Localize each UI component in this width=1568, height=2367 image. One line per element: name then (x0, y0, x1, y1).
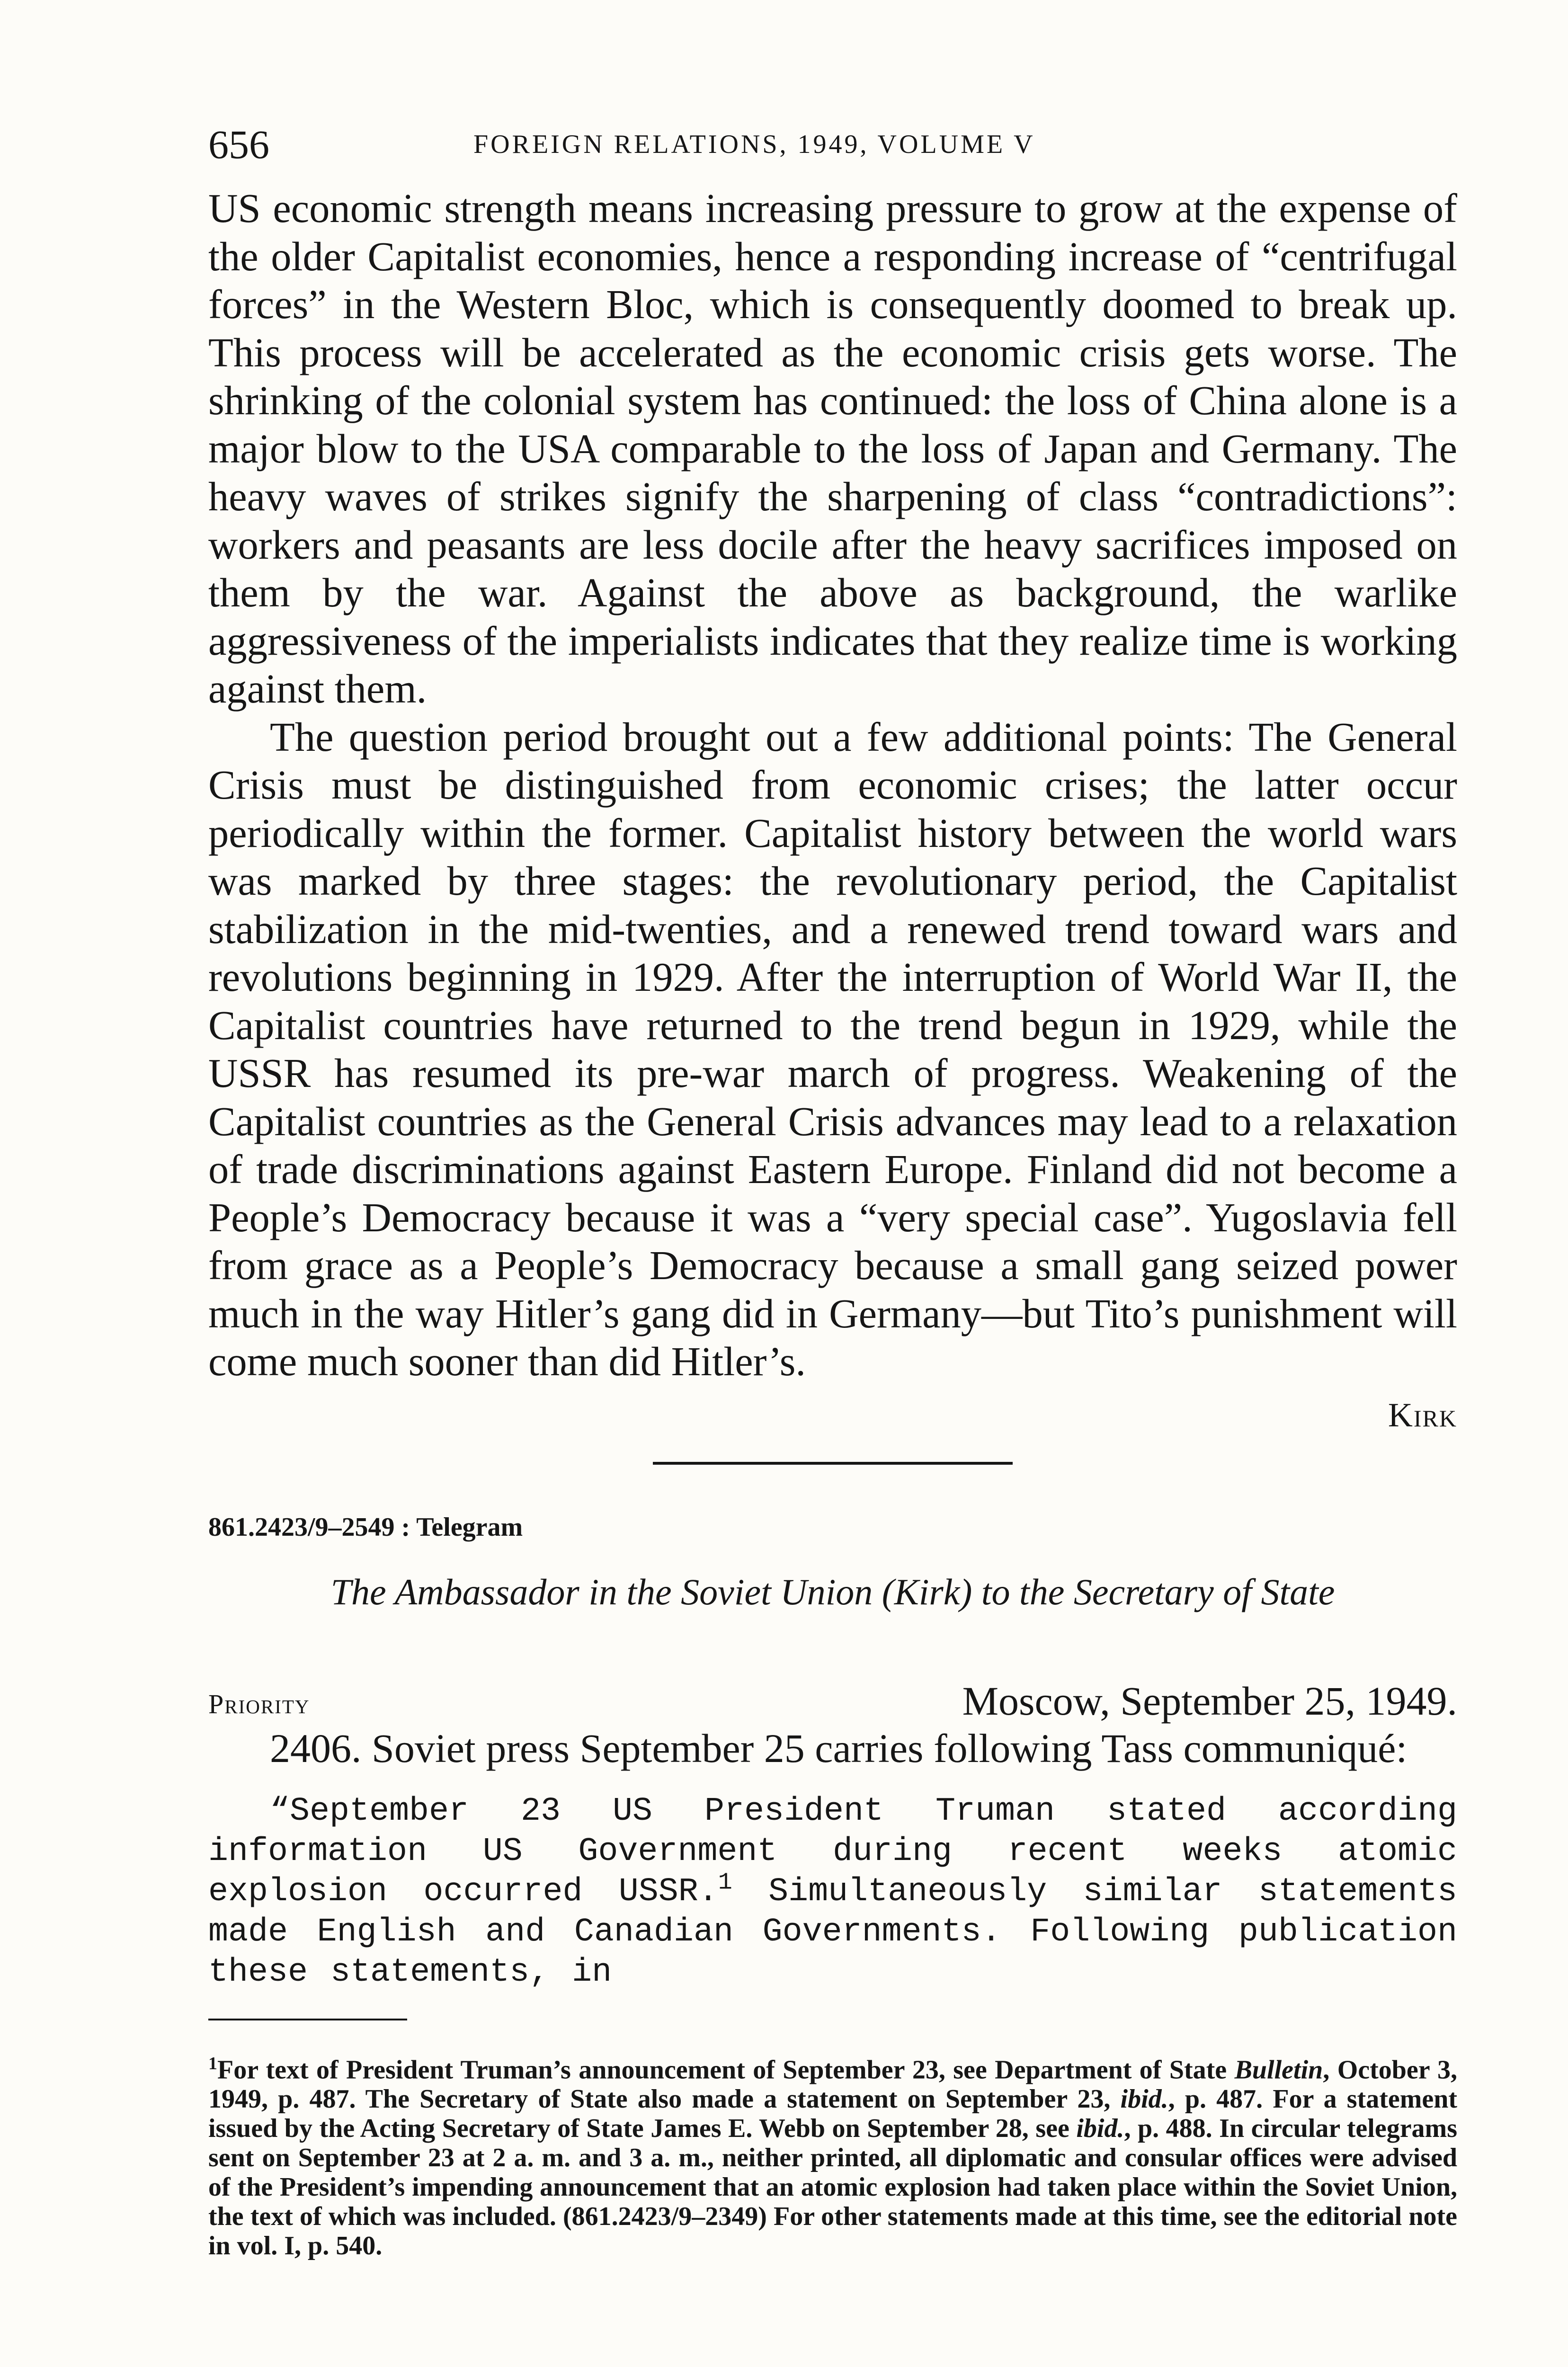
document-page (208, 121, 1457, 2260)
document-title: The Ambassador in the Soviet Union (Kirk) to the Secretary of State (330, 1571, 1335, 1612)
file-number: 861.2423/9–2549 : Telegram (208, 1512, 523, 1542)
footnote-bulletin: Bulletin (1234, 2055, 1323, 2085)
footnote-text-c: , p. 487. For a statement issued by the Acting Secretary of State James E. Webb on September 28, see (208, 2084, 1458, 2144)
footnote-text-a: For text of President Truman’s announcement of September 23, see Department of State (217, 2055, 1235, 2085)
section-divider (653, 1462, 1013, 1465)
dateline: Moscow, September 25, 1949. (962, 1678, 1457, 1724)
signature: Kirk (1388, 1396, 1457, 1434)
report-paragraph-1: US economic strength means increasing pressure to grow at the expense of the older Capitalist economies, hence a responding increase of “centrifugal forces” in the Western Bloc, which is consequently doomed to break up. This process will be accelerated as the economic crisis gets worse. The shrinking of the colonial system has continued: the loss of China alone is a major blow to the USA comparable to the loss of Japan and Germany. The heavy waves of strikes signify the sharpening of class “contradictions”: workers and peasants are less docile after the heavy sacrifices imposed on them by the war. Against the above as background, the warlike aggressiveness of the imperialists indicates that they realize time is working against them. (208, 186, 1457, 712)
message-intro: 2406. Soviet press September 25 carries following Tass communiqué: (270, 1725, 1408, 1771)
footnote-ibid-1: ibid. (1120, 2084, 1168, 2114)
dateline-row (208, 1673, 1457, 1725)
report-paragraph-2: The question period brought out a few additional points: The General Crisis must be distinguished from economic crises; the latter occur periodically within the former. Capitalist history between the world wars was marked by three stages: the revolutionary period, the Capitalist stabilization in the mid-twenties, and a renewed trend toward wars and revolutions beginning in 1929. After the interruption of World War II, the Capitalist countries have returned to the trend begun in 1929, while the USSR has resumed its pre-war march of progress. Weakening of the Capitalist countries as the General Crisis advances may lead to a relaxation of trade discriminations against Eastern Europe. Finland did not become a People’s Democracy because it was a “very special case”. Yugoslavia fell from grace as a People’s Democracy because a small gang seized power much in the way Hitler’s gang did in Germany—but Tito’s punishment will come much sooner than did Hitler’s. (208, 714, 1457, 1384)
priority-label: Priority (208, 1688, 310, 1719)
footnote-text-d: , p. 488. In circular telegrams sent on September 23 at 2 a. m. and 3 a. m., neither printed, all diplomatic and consular offices were advised of the President’s impending announcement that an atomic explosion had taken place within the Soviet Union, the text of which was included. (861.2423/9–2349) For other statements made at this time, see the editorial note in vol. I, p. 540. (208, 2114, 1457, 2261)
footnote-text-b: , October 3, 1949, p. 487. The Secretary of State also made a statement on September 23, (208, 2055, 1458, 2114)
running-head (208, 121, 1457, 185)
page-number: 656 (208, 122, 269, 167)
tass-communique-quote (208, 1791, 1457, 1993)
footnote-1 (208, 2049, 1457, 2261)
footnote-marker: 1 (208, 2053, 217, 2073)
footnote-ibid-2: ibid. (1076, 2114, 1124, 2144)
quote-part-1: “September 23 US President Truman stated according information US Government during recent weeks atomic explosion occurred USSR. (208, 1792, 1457, 1911)
running-title: FOREIGN RELATIONS, 1949, VOLUME V (473, 130, 1035, 159)
footnote-rule (208, 2019, 407, 2020)
footnote-reference: 1 (718, 1869, 732, 1896)
quote-part-2: Simultaneously similar statements made English and Canadian Governments. Following publication these statements, in (208, 1873, 1457, 1991)
